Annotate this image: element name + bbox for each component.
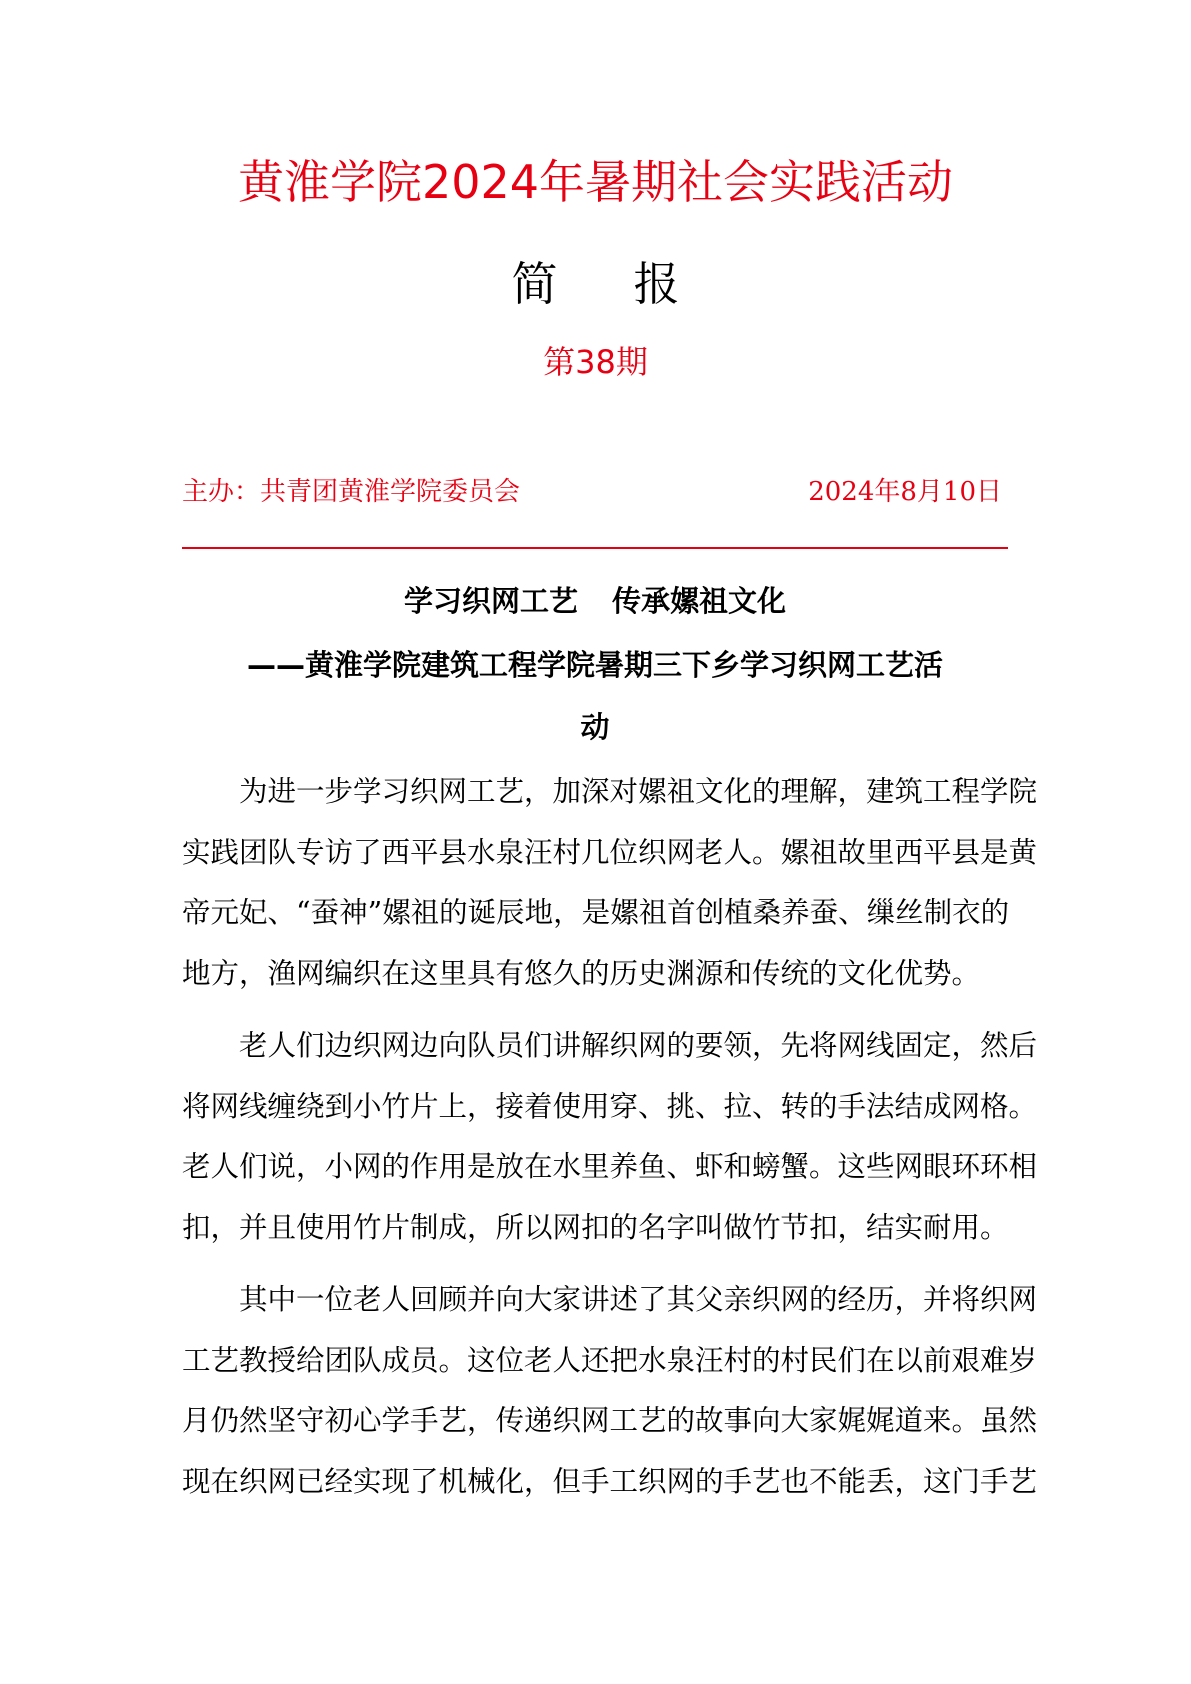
bulletin-subtitle-left: 简 [511,257,558,311]
bulletin-title: 黄淮学院2024年暑期社会实践活动 [237,155,954,209]
sponsor-text: 主办：共青团黄淮学院委员会 [182,477,521,507]
text-line: 其中一位老人回顾并向大家讲述了其父亲织网的经历，并将织网 [239,1283,1038,1316]
article-body [182,762,1038,1524]
bulletin-subtitle-right: 报 [633,257,680,311]
article-title [182,579,1008,623]
text-line: 老人们边织网边向队员们讲解织网的要领，先将网线固定，然后 [239,1029,1038,1062]
text-line: 实践团队专访了西平县水泉汪村几位织网老人。嫘祖故里西平县是黄 [182,835,1038,869]
paragraph [182,1016,1038,1258]
bulletin-subtitle [0,254,1191,314]
text-line: 为进一步学习织网工艺，加深对嫘祖文化的理解，建筑工程学院 [239,775,1038,808]
text-line: 现在织网已经实现了机械化，但手工织网的手艺也不能丢，这门手艺 [182,1464,1038,1498]
text-line: 老人们说，小网的作用是放在水里养鱼、虾和螃蟹。这些网眼环环相 [182,1150,1038,1183]
text-line: 工艺教授给团队成员。这位老人还把水泉汪村的村民们在以前艰难岁 [182,1343,1038,1377]
article-subtitle-line2: 动 [580,710,610,744]
article-subtitle-line1: ——黄淮学院建筑工程学院暑期三下乡学习织网工艺活 [246,648,943,682]
text-line: 帝元妃、“蚕神”嫘祖的诞辰地，是嫘祖首创植桑养蚕、缫丝制衣的 [182,896,1010,929]
paragraph [182,762,1038,1004]
text-line: 地方，渔网编织在这里具有悠久的历史渊源和传统的文化优势。 [182,956,981,990]
header-divider [182,547,1008,549]
article-title-part2: 传承嫘祖文化 [612,584,787,618]
article-title-part1: 学习织网工艺 [403,584,578,618]
text-line: 月仍然坚守初心学手艺，传递织网工艺的故事向大家娓娓道来。虽然 [182,1404,1038,1437]
date-text: 2024年8月10日 [808,477,1002,507]
text-line: 将网线缠绕到小竹片上，接着使用穿、挑、拉、转的手法结成网格。 [182,1089,1038,1123]
text-line: 扣，并且使用竹片制成，所以网扣的名字叫做竹节扣，结实耐用。 [182,1210,1009,1244]
paragraph [182,1270,1038,1512]
issue-number: 第38期 [543,343,648,381]
